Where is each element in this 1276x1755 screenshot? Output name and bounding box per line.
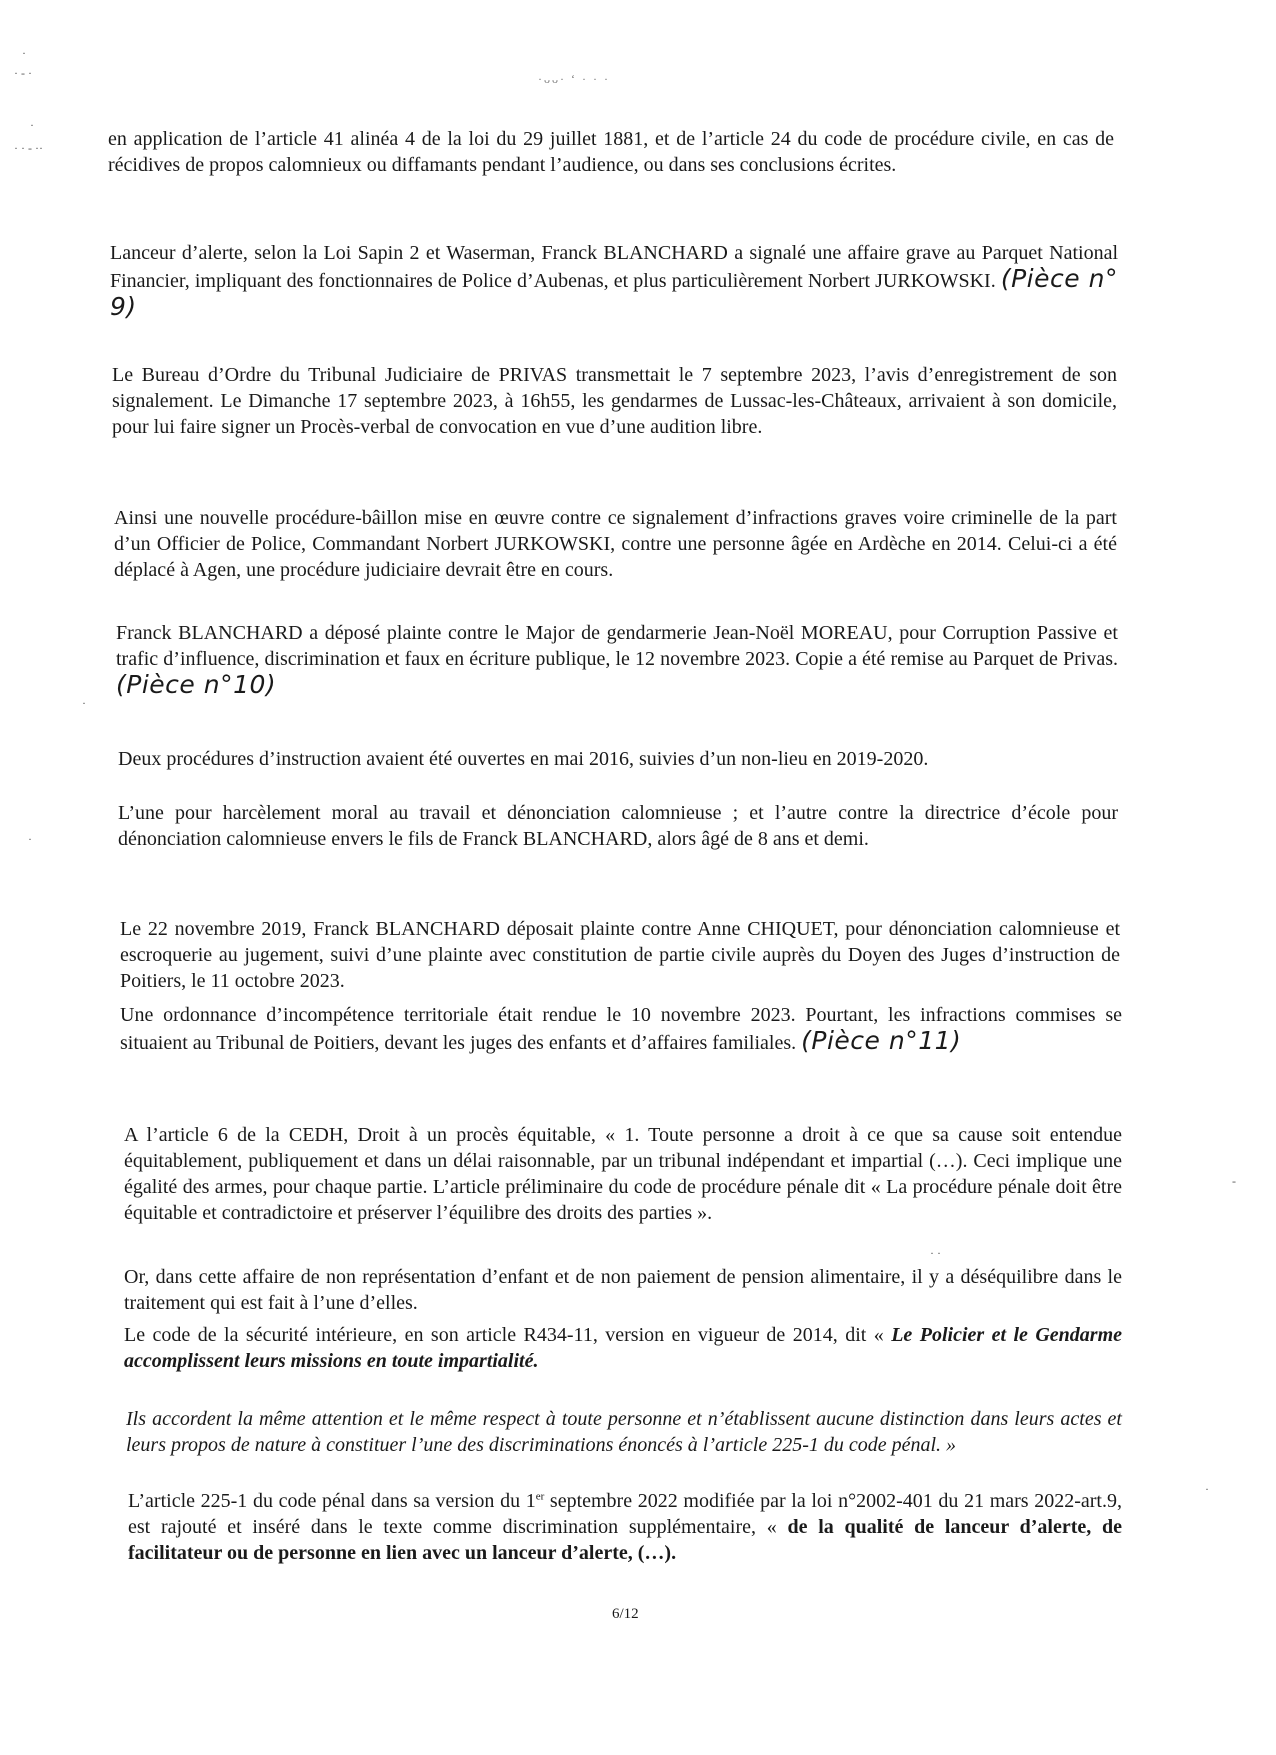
scan-speck: · · — [930, 1246, 941, 1260]
paragraph-2 — [110, 240, 1118, 322]
paragraph-10-text: A l’article 6 de la CEDH, Droit à un procès équitable, « 1. Toute personne a droit à ce que sa cause soit entendue équitablement, publiquement et dans un délai raisonnable, par un tribunal indépendant et impartial (…). Ceci implique une égalité des armes, pour chaque partie. L’article préliminaire du code de procédure pénale dit « La procédure pénale doit être équitable et contradictoire et préserver l’équilibre des droits des parties ». — [124, 1124, 1122, 1224]
scan-speck: · ‑ · — [14, 66, 32, 80]
paragraph-9-text: Une ordonnance d’incompétence territoriale était rendue le 10 novembre 2023. Pourtant, les infractions commises se situaient au Tribunal de Poitiers, devant les juges des enfants et d’affaires familiales. — [120, 1004, 1122, 1054]
ordinal-superscript: er — [535, 1490, 545, 1503]
paragraph-13-text: Ils accordent la même attention et le même respect à toute personne et n’établissent aucune distinction dans leurs actes et leurs propos de nature à constituer l’une des discriminations énoncés à l’article 225-1 du code pénal. » — [126, 1408, 1122, 1456]
scan-speck: · · ‑ ·· — [14, 141, 43, 155]
paragraph-8 — [120, 916, 1120, 994]
page-number: 6/12 — [612, 1606, 639, 1622]
paragraph-6-text: Deux procédures d’instruction avaient été ouvertes en mai 2016, suivies d’un non-lieu en 2019-2020. — [118, 748, 929, 770]
piece-reference-9: (Pièce n° 9) — [110, 264, 1119, 321]
paragraph-14-text-cont: septembre 2022 modifiée par la loi n°2002-401 du 21 mars 2022-art.9, est rajouté et inséré dans le texte comme discrimination supplémentaire, « — [128, 1490, 1122, 1538]
paragraph-11 — [124, 1264, 1122, 1316]
piece-reference-10: (Pièce n°10) — [116, 670, 277, 699]
paragraph-4 — [114, 505, 1117, 583]
paragraph-2-text: Lanceur d’alerte, selon la Loi Sapin 2 et Waserman, Franck BLANCHARD a signalé une affaire grave au Parquet National Financier, impliquant des fonctionnaires de Police d’Aubenas, et plus particulièrement Norbert JURKOWSKI. — [110, 242, 1118, 292]
paragraph-1-text: en application de l’article 41 alinéa 4 de la loi du 29 juillet 1881, et de l’article 24 du code de procédure civile, en cas de récidives de propos calomnieux ou diffamants pendant l’audience, ou dans ses conclusions écrites. — [108, 128, 1114, 176]
scan-speck: · — [22, 46, 26, 60]
paragraph-3 — [112, 362, 1117, 440]
paragraph-14-text: L’article 225-1 du code pénal dans sa version du 1 — [128, 1490, 536, 1512]
paragraph-1 — [108, 126, 1114, 178]
paragraph-5 — [116, 620, 1118, 700]
paragraph-7 — [118, 800, 1118, 852]
scan-speck: · — [1205, 1482, 1209, 1496]
paragraph-14-bold-quote: de la qualité de lanceur d’alerte, de facilitateur ou de personne en lien avec un lanceur d’alerte, (…). — [128, 1516, 1123, 1564]
scan-speck: · — [28, 832, 32, 846]
scan-speck: · — [82, 696, 86, 710]
paragraph-7-text: L’une pour harcèlement moral au travail et dénonciation calomnieuse ; et l’autre contre la directrice d’école pour dénonciation calomnieuse envers le fils de Franck BLANCHARD, alors âgé de 8 ans et demi. — [118, 802, 1118, 850]
scan-speck: · — [30, 118, 34, 132]
paragraph-12 — [124, 1322, 1122, 1374]
paragraph-13 — [126, 1406, 1122, 1458]
scan-speck: ‑ — [1232, 1174, 1236, 1188]
paragraph-4-text: Ainsi une nouvelle procédure-bâillon mise en œuvre contre ce signalement d’infractions graves voire criminelle de la part d’un Officier de Police, Commandant Norbert JURKOWSKI, contre une personne âgée en Ardèche en 2014. Celui-ci a été déplacé à Agen, une procédure judiciaire devrait être en cours. — [114, 507, 1117, 581]
paragraph-14 — [128, 1488, 1122, 1566]
paragraph-10 — [124, 1122, 1122, 1226]
paragraph-8-text: Le 22 novembre 2019, Franck BLANCHARD déposait plainte contre Anne CHIQUET, pour dénonciation calomnieuse et escroquerie au jugement, suivi d’une plainte avec constitution de partie civile auprès du Doyen des Juges d’instruction de Poitiers, le 11 octobre 2023. — [120, 918, 1120, 992]
paragraph-12-quote: Le Policier et le Gendarme accomplissent leurs missions en toute impartialité. — [124, 1324, 1123, 1372]
paragraph-12-text: Le code de la sécurité intérieure, en son article R434-11, version en vigueur de 2014, dit « — [124, 1324, 884, 1346]
piece-reference-11: (Pièce n°11) — [801, 1026, 962, 1055]
paragraph-11-text: Or, dans cette affaire de non représentation d’enfant et de non paiement de pension alimentaire, il y a déséquilibre dans le traitement qui est fait à l’une d’elles. — [124, 1266, 1122, 1314]
paragraph-9 — [120, 1002, 1122, 1056]
header-mark: ·ᴗᴗ· ‘ · · · — [538, 72, 610, 86]
paragraph-5-text: Franck BLANCHARD a déposé plainte contre le Major de gendarmerie Jean-Noël MOREAU, pour Corruption Passive et trafic d’influence, discrimination et faux en écriture publique, le 12 novembre 2023. Copie a été remise au Parquet de Privas. — [116, 622, 1118, 670]
paragraph-3-text: Le Bureau d’Ordre du Tribunal Judiciaire de PRIVAS transmettait le 7 septembre 2023, l’avis d’enregistrement de son signalement. Le Dimanche 17 septembre 2023, à 16h55, les gendarmes de Lussac-les-Châteaux, arrivaient à son domicile, pour lui faire signer un Procès-verbal de convocation en vue d’une audition libre. — [112, 364, 1117, 438]
paragraph-6 — [118, 746, 1118, 772]
